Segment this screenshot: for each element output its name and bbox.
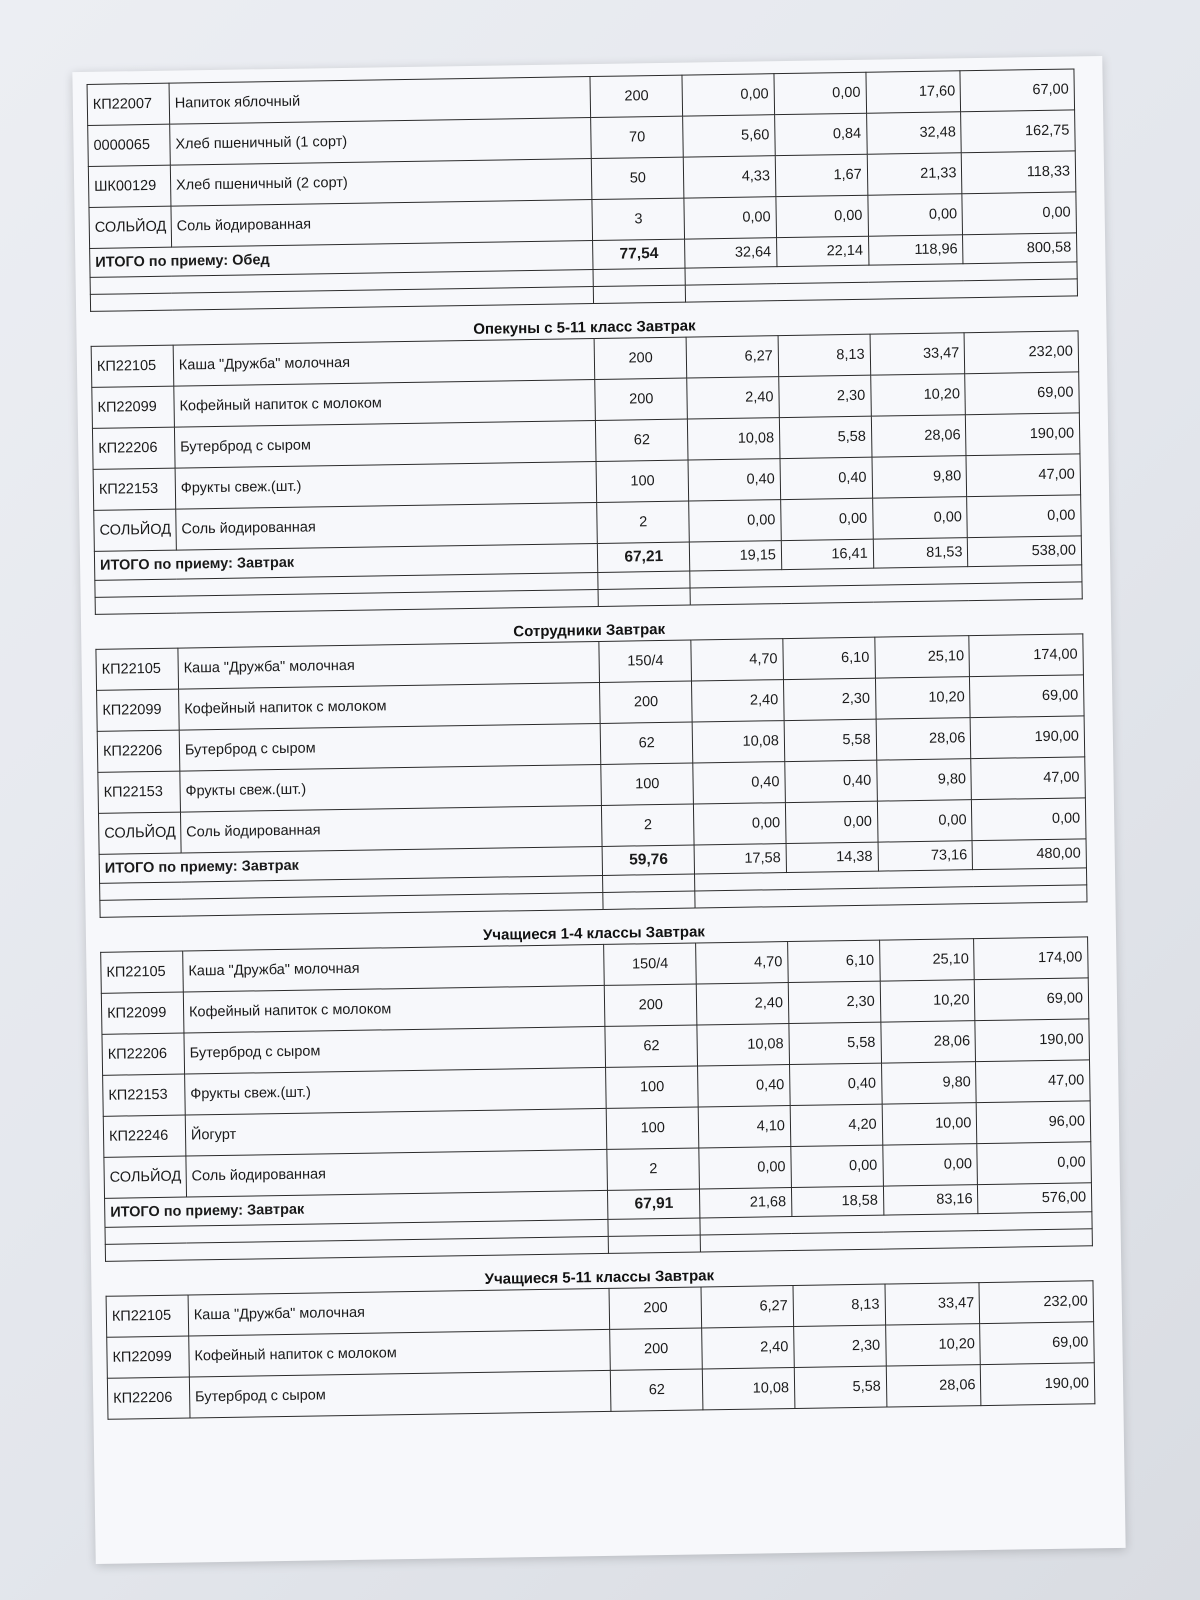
dish-carbs: 25,10 [879,939,974,981]
meal-section [100,914,1093,1261]
dish-code: ШК00129 [88,165,171,207]
dish-portion: 200 [605,984,697,1026]
dish-portion: 62 [596,419,688,461]
dish-fats: 0,00 [776,195,868,237]
total-proteins: 21,68 [700,1188,792,1218]
meal-section [87,68,1078,311]
dish-name: Кофейный напиток с молоком [178,682,600,730]
total-label: ИТОГО по приему: Завтрак [99,846,603,883]
dish-proteins: 0,40 [693,762,785,804]
dish-calories: 47,00 [966,454,1080,497]
dish-name: Йогурт [185,1108,607,1156]
total-fats: 14,38 [786,842,878,872]
dish-carbs: 33,47 [885,1283,980,1325]
dish-calories: 47,00 [976,1060,1090,1103]
dish-calories: 190,00 [975,1019,1089,1062]
dish-fats: 4,20 [790,1104,882,1146]
meal-section [105,1258,1095,1420]
dish-calories: 69,00 [970,675,1084,718]
dish-name: Соль йодированная [186,1149,608,1197]
dish-fats: 2,30 [779,375,871,417]
printed-sheet [72,56,1125,1564]
blank-cell [598,588,690,606]
dish-name: Бутерброд с сыром [174,421,596,469]
dish-name: Соль йодированная [176,502,598,550]
dish-name: Каша "Дружба" молочная [173,339,595,387]
dish-calories: 96,00 [977,1101,1091,1144]
dish-proteins: 2,40 [692,680,784,722]
dish-portion: 70 [591,116,683,158]
dish-proteins: 2,40 [702,1327,794,1369]
dish-name: Напиток яблочный [169,77,591,125]
dish-name: Фрукты свеж.(шт.) [185,1067,607,1115]
dish-fats: 0,00 [785,801,877,843]
total-carbs: 83,16 [883,1185,978,1215]
dish-name: Бутерброд с сыром [184,1026,606,1074]
dish-calories: 69,00 [975,978,1089,1021]
dish-portion: 100 [606,1066,698,1108]
menu-table [95,633,1087,917]
dish-carbs: 10,20 [880,980,975,1022]
total-calories: 480,00 [972,839,1086,870]
dish-proteins: 10,08 [702,1368,794,1410]
total-label: ИТОГО по приему: Завтрак [105,1190,609,1227]
dish-fats: 0,00 [781,498,873,540]
dish-carbs: 0,00 [883,1144,978,1186]
dish-code: КП22105 [106,1295,189,1337]
dish-code: КП22206 [102,1033,185,1075]
dish-name: Бутерброд с сыром [179,723,601,771]
dish-portion: 200 [600,681,692,723]
dish-proteins: 0,00 [694,803,786,845]
dish-name: Хлеб пшеничный (1 сорт) [170,118,592,166]
dish-calories: 118,33 [962,151,1076,194]
dish-carbs: 10,20 [870,374,965,416]
dish-code: КП22099 [101,992,184,1034]
total-carbs: 81,53 [873,538,968,568]
meal-section [95,611,1087,917]
dish-portion: 62 [601,722,693,764]
dish-code: СОЛЬЙОД [94,509,177,551]
blank-cell [603,891,695,909]
dish-fats: 8,13 [793,1284,885,1326]
dish-portion: 50 [592,157,684,199]
dish-proteins: 10,08 [688,418,780,460]
dish-carbs: 28,06 [871,415,966,457]
dish-portion: 200 [609,1287,701,1329]
dish-proteins: 6,27 [701,1286,793,1328]
dish-fats: 2,30 [783,678,875,720]
dish-calories: 47,00 [971,757,1085,800]
dish-fats: 5,58 [794,1366,886,1408]
menu-table [106,1280,1096,1420]
total-price: 77,54 [593,239,685,269]
dish-portion: 200 [610,1328,702,1370]
dish-carbs: 28,06 [876,718,971,760]
dish-code: КП22099 [107,1336,190,1378]
dish-proteins: 2,40 [687,377,779,419]
dish-portion: 200 [594,337,686,379]
dish-carbs: 25,10 [875,636,970,678]
dish-carbs: 9,80 [876,759,971,801]
dish-proteins: 0,40 [688,459,780,501]
dish-calories: 0,00 [972,798,1086,841]
dish-code: СОЛЬЙОД [98,812,181,854]
dish-code: 0000065 [88,124,171,166]
dish-code: СОЛЬЙОД [104,1156,187,1198]
total-proteins: 19,15 [689,541,781,571]
dish-portion: 62 [611,1369,703,1411]
dish-calories: 174,00 [974,937,1088,980]
blank-cell [594,285,686,303]
dish-name: Бутерброд с сыром [189,1370,611,1418]
dish-proteins: 4,33 [683,156,775,198]
total-calories: 800,58 [963,233,1077,264]
section-title: Учащиеся 5-11 классы Завтрак [484,1267,715,1288]
total-fats: 22,14 [776,236,868,266]
dish-calories: 174,00 [969,634,1083,677]
dish-name: Кофейный напиток с молоком [183,985,605,1033]
dish-name: Фрукты свеж.(шт.) [180,764,602,812]
dish-code: КП22153 [98,771,181,813]
dish-code: КП22153 [103,1074,186,1116]
dish-code: КП22206 [92,427,175,469]
dish-fats: 8,13 [778,334,870,376]
dish-carbs: 10,20 [885,1324,980,1366]
dish-calories: 69,00 [965,372,1079,415]
dish-name: Каша "Дружба" молочная [183,944,605,992]
dish-proteins: 0,00 [699,1147,791,1189]
dish-name: Фрукты свеж.(шт.) [175,461,597,509]
dish-fats: 2,30 [788,981,880,1023]
dish-fats: 6,10 [783,637,875,679]
dish-name: Хлеб пшеничный (2 сорт) [170,159,592,207]
total-calories: 538,00 [968,536,1082,567]
dish-code: КП22206 [107,1377,190,1419]
dish-portion: 200 [595,378,687,420]
dish-name: Кофейный напиток с молоком [174,380,596,428]
dish-fats: 5,58 [789,1022,881,1064]
dish-proteins: 4,10 [698,1106,790,1148]
menu-table [87,68,1078,311]
dish-calories: 190,00 [971,716,1085,759]
dish-proteins: 4,70 [691,639,783,681]
dish-proteins: 0,40 [698,1065,790,1107]
dish-carbs: 17,60 [866,71,961,113]
total-calories: 576,00 [978,1183,1092,1214]
dish-calories: 0,00 [962,192,1076,235]
dish-carbs: 21,33 [867,153,962,195]
dish-portion: 2 [597,501,689,543]
dish-code: СОЛЬЙОД [89,206,172,248]
total-fats: 18,58 [791,1186,883,1216]
blank-cell [609,1235,701,1253]
dish-portion: 150/4 [604,943,696,985]
total-fats: 16,41 [781,539,873,569]
dish-calories: 162,75 [961,110,1075,153]
dish-code: КП22007 [87,83,170,125]
dish-proteins: 10,08 [692,721,784,763]
dish-code: КП22206 [97,730,180,772]
dish-portion: 100 [601,763,693,805]
dish-code: КП22105 [91,345,174,387]
total-proteins: 17,58 [694,844,786,874]
dish-carbs: 0,00 [872,497,967,539]
total-label: ИТОГО по приему: Обед [90,241,594,278]
dish-fats: 6,10 [788,940,880,982]
dish-code: КП22105 [96,648,179,690]
dish-proteins: 6,27 [686,336,778,378]
total-proteins: 32,64 [685,238,777,268]
total-price: 67,21 [598,542,690,572]
dish-fats: 0,00 [791,1145,883,1187]
dish-carbs: 9,80 [872,456,967,498]
blank-cell [593,268,685,286]
dish-name: Каша "Дружба" молочная [188,1288,610,1336]
dish-carbs: 33,47 [870,333,965,375]
dish-proteins: 4,70 [696,942,788,984]
total-carbs: 73,16 [878,841,973,871]
dish-portion: 3 [592,198,684,240]
dish-calories: 190,00 [981,1363,1095,1406]
meal-section [90,308,1082,614]
section-title: Опекуны с 5-11 класс Завтрак [473,317,696,338]
dish-fats: 2,30 [794,1325,886,1367]
dish-code: КП22099 [97,689,180,731]
total-price: 67,91 [608,1189,700,1219]
dish-code: КП22105 [101,951,184,993]
dish-fats: 1,67 [775,154,867,196]
dish-portion: 2 [607,1148,699,1190]
blank-cell [608,1218,700,1236]
dish-calories: 190,00 [966,413,1080,456]
menu-report [87,68,1096,1419]
dish-carbs: 28,06 [886,1365,981,1407]
section-title: Сотрудники Завтрак [513,620,666,641]
dish-proteins: 5,60 [683,115,775,157]
dish-carbs: 32,48 [866,112,961,154]
dish-calories: 232,00 [979,1281,1093,1324]
dish-name: Соль йодированная [180,805,602,853]
dish-portion: 100 [596,460,688,502]
dish-name: Соль йодированная [171,200,593,248]
dish-code: КП22153 [93,468,176,510]
dish-carbs: 9,80 [881,1062,976,1104]
dish-fats: 0,00 [774,72,866,114]
dish-carbs: 28,06 [881,1021,976,1063]
dish-portion: 150/4 [599,640,691,682]
blank-cell [603,874,695,892]
dish-name: Кофейный напиток с молоком [189,1329,611,1377]
dish-fats: 0,40 [780,457,872,499]
dish-carbs: 10,00 [882,1103,977,1145]
total-label: ИТОГО по приему: Завтрак [94,543,598,580]
dish-carbs: 0,00 [877,800,972,842]
total-carbs: 118,96 [868,235,963,265]
dish-fats: 5,58 [779,416,871,458]
dish-proteins: 2,40 [696,983,788,1025]
dish-calories: 0,00 [967,495,1081,538]
dish-portion: 2 [602,804,694,846]
dish-calories: 67,00 [960,69,1074,112]
dish-name: Каша "Дружба" молочная [178,641,600,689]
dish-proteins: 0,00 [682,74,774,116]
dish-fats: 0,40 [785,760,877,802]
dish-fats: 0,84 [775,113,867,155]
dish-fats: 5,58 [784,719,876,761]
dish-portion: 62 [605,1025,697,1067]
dish-proteins: 0,00 [684,197,776,239]
dish-portion: 200 [590,75,682,117]
dish-calories: 69,00 [980,1322,1094,1365]
menu-table [100,936,1093,1261]
dish-fats: 0,40 [789,1063,881,1105]
dish-carbs: 10,20 [875,677,970,719]
dish-proteins: 10,08 [697,1024,789,1066]
dish-code: КП22246 [103,1115,186,1157]
dish-carbs: 0,00 [868,194,963,236]
blank-cell [598,571,690,589]
dish-portion: 100 [607,1107,699,1149]
dish-calories: 232,00 [965,331,1079,374]
total-price: 59,76 [602,845,694,875]
dish-code: КП22099 [92,386,175,428]
dish-calories: 0,00 [977,1142,1091,1185]
section-title: Учащиеся 1-4 классы Завтрак [482,923,705,944]
dish-proteins: 0,00 [689,500,781,542]
menu-table [91,330,1083,614]
